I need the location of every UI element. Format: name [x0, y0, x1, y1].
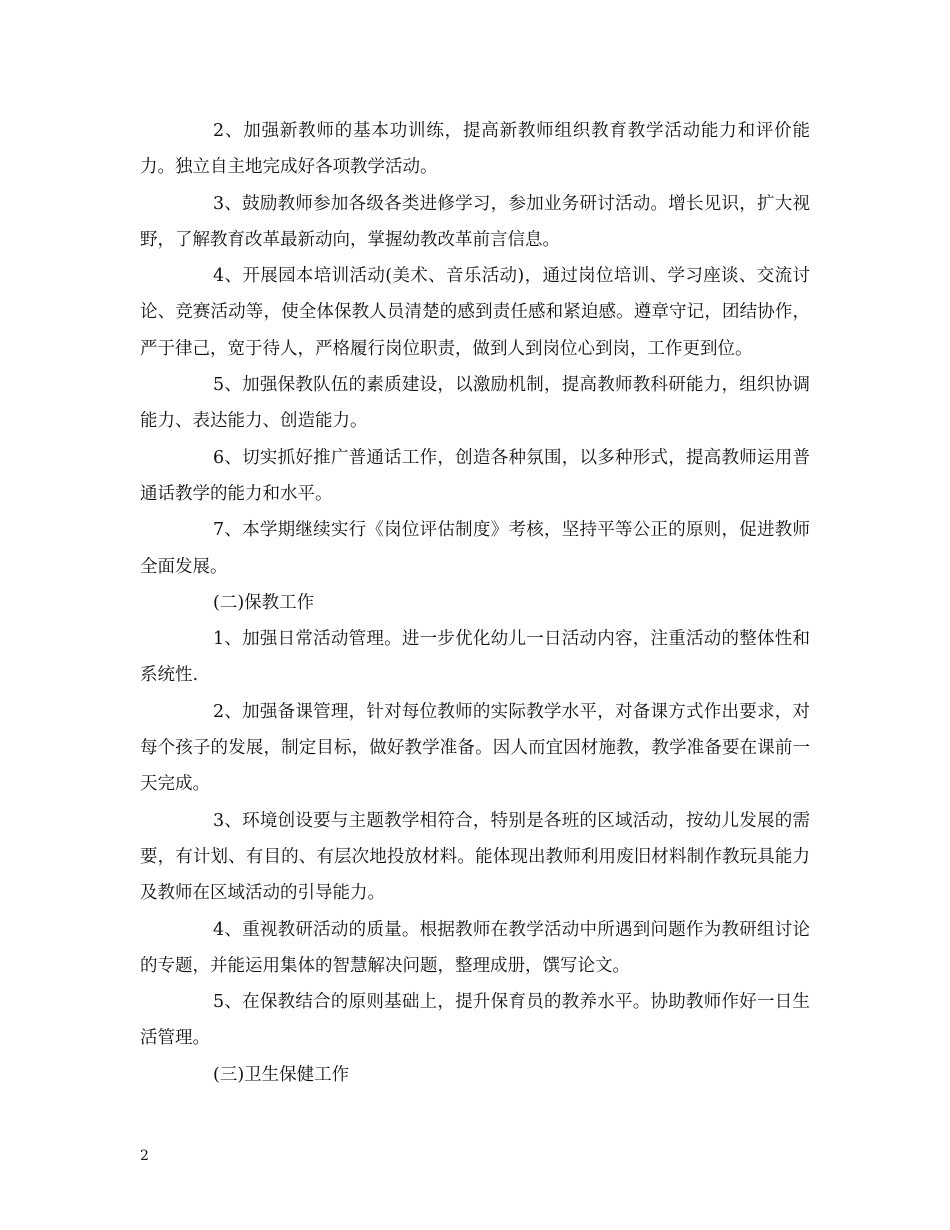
paragraph: 3、鼓励教师参加各级各类进修学习，参加业务研讨活动。增长见识，扩大视野，了解教育改革最新动向，掌握幼教改革前言信息。 — [140, 193, 810, 250]
paragraph: 1、加强日常活动管理。进一步优化幼儿一日活动内容，注重活动的整体性和系统性. — [140, 629, 810, 686]
document-body — [140, 113, 810, 1093]
paragraph: 2、加强备课管理，针对每位教师的实际教学水平，对备课方式作出要求，对每个孩子的发展，制定目标，做好教学准备。因人而宜因材施教，教学准备要在课前一天完成。 — [140, 701, 810, 795]
paragraph: 7、本学期继续实行《岗位评估制度》考核，坚持平等公正的原则，促进教师全面发展。 — [140, 520, 810, 577]
paragraph: 6、切实抓好推广普通话工作，创造各种氛围，以多种形式，提高教师运用普通话教学的能力和水平。 — [140, 447, 810, 504]
paragraph: 5、在保教结合的原则基础上，提升保育员的教养水平。协助教师作好一日生活管理。 — [140, 992, 810, 1049]
paragraph: 5、加强保教队伍的素质建设，以激励机制，提高教师教科研能力，组织协调能力、表达能力、创造能力。 — [140, 375, 810, 432]
paragraph: 2、加强新教师的基本功训练，提高新教师组织教育教学活动能力和评价能力。独立自主地完成好各项教学活动。 — [140, 121, 810, 178]
section-heading: (二)保教工作 — [213, 592, 315, 613]
paragraph: 3、环境创设要与主题教学相符合，特别是各班的区域活动，按幼儿发展的需要，有计划、有目的、有层次地投放材料。能体现出教师利用废旧材料制作教玩具能力及教师在区域活动的引导能力。 — [140, 810, 810, 904]
section-heading: (三)卫生保健工作 — [213, 1064, 350, 1085]
paragraph: 4、开展园本培训活动(美术、音乐活动)，通过岗位培训、学习座谈、交流讨论、竞赛活动等，使全体保教人员清楚的感到责任感和紧迫感。遵章守记，团结协作，严于律己，宽于待人，严格履行岗位职责，做到人到岗位心到岗，工作更到位。 — [140, 266, 810, 359]
paragraph: 4、重视教研活动的质量。根据教师在教学活动中所遇到问题作为教研组讨论的专题，并能运用集体的智慧解决问题，整理成册，馔写论文。 — [140, 919, 810, 976]
page-number: 2 — [140, 1148, 149, 1164]
